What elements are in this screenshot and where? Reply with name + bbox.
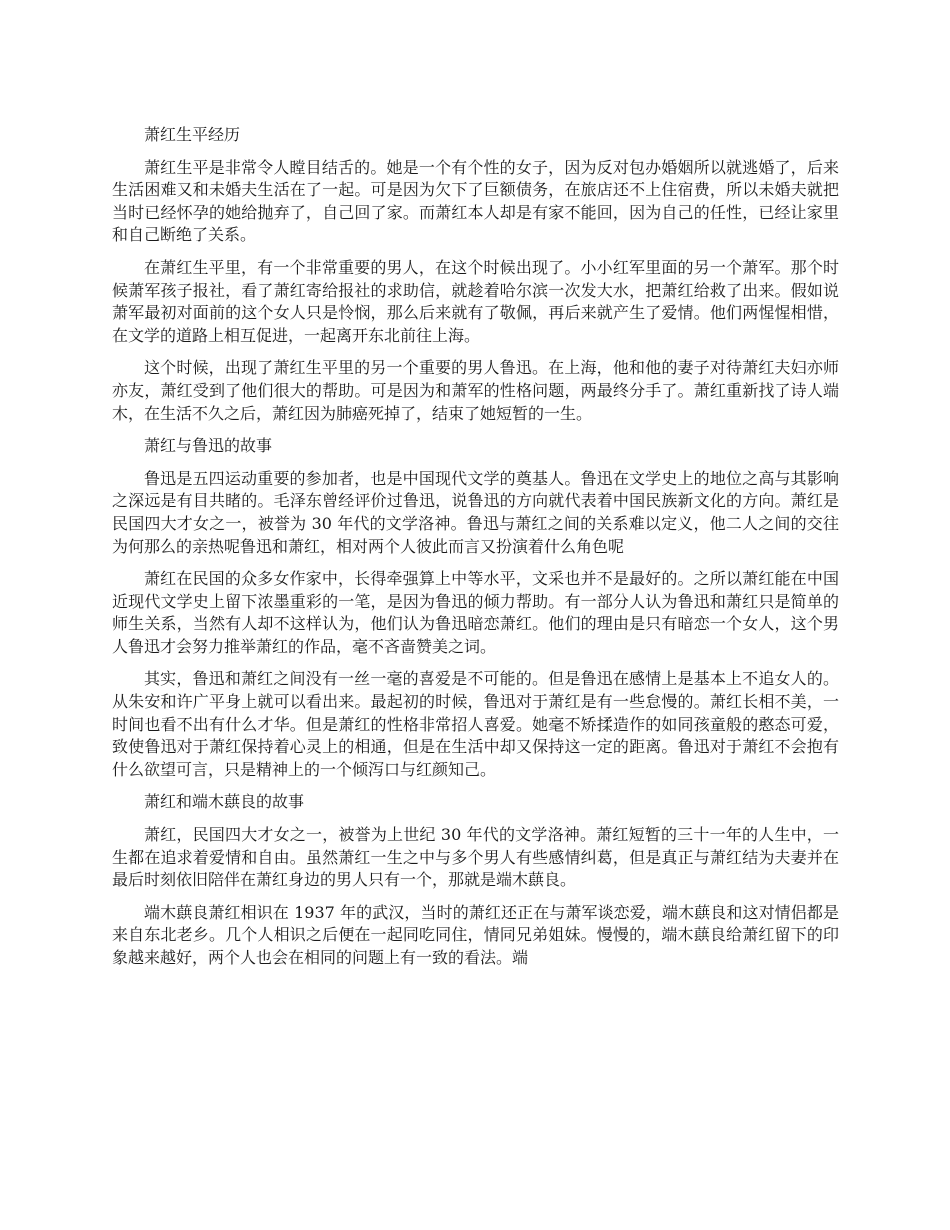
paragraph: 萧红生平是非常令人瞠目结舌的。她是一个有个性的女子，因为反对包办婚姻所以就逃婚了，后来生活困难又和未婚夫生活在了一起。可是因为欠下了巨额债务，在旅店还不上住宿费，所以未婚夫就把当时已经怀孕的她给抛弃了，自己回了家。而萧红本人却是有家不能回，因为自己的任性，已经让家里和自己断绝了关系。 [112, 157, 839, 245]
paragraph: 萧红，民国四大才女之一，被誉为上世纪 30 年代的文学洛神。萧红短暂的三十一年的人生中，一生都在追求着爱情和自由。虽然萧红一生之中与多个男人有些感情纠葛，但是真正与萧红结为夫妻并在最后时刻依旧陪伴在萧红身边的男人只有一个，那就是端木蕻良。 [112, 825, 839, 890]
paragraph: 其实，鲁迅和萧红之间没有一丝一毫的喜爱是不可能的。但是鲁迅在感情上是基本上不追女人的。从朱安和许广平身上就可以看出来。最起初的时候，鲁迅对于萧红是有一些怠慢的。萧红长相不美，一时间也看不出有什么才华。但是萧红的性格非常招人喜爱。她毫不矫揉造作的如同孩童般的憨态可爱，致使鲁迅对于萧红保持着心灵上的相通，但是在生活中却又保持这一定的距离。鲁迅对于萧红不会抱有什么欲望可言，只是精神上的一个倾泻口与红颜知己。 [112, 669, 839, 779]
paragraph: 在萧红生平里，有一个非常重要的男人，在这个时候出现了。小小红军里面的另一个萧军。那个时候萧军孩子报社，看了萧红寄给报社的求助信，就趁着哈尔滨一次发大水，把萧红给救了出来。假如说萧军最初对面前的这个女人只是怜悯，那么后来就有了敬佩，再后来就产生了爱情。他们两惺惺相惜，在文学的道路上相互促进，一起离开东北前往上海。 [112, 257, 839, 345]
paragraph: 这个时候，出现了萧红生平里的另一个重要的男人鲁迅。在上海，他和他的妻子对待萧红夫妇亦师亦友，萧红受到了他们很大的帮助。可是因为和萧军的性格问题，两最终分手了。萧红重新找了诗人端木，在生活不久之后，萧红因为肺癌死掉了，结束了她短暂的一生。 [112, 358, 839, 423]
paragraph: 鲁迅是五四运动重要的参加者，也是中国现代文学的奠基人。鲁迅在文学史上的地位之高与其影响之深远是有目共睹的。毛泽东曾经评价过鲁迅，说鲁迅的方向就代表着中国民族新文化的方向。萧红是民国四大才女之一，被誉为 30 年代的文学洛神。鲁迅与萧红之间的关系难以定义，他二人之间的交往为何那么的亲热呢鲁迅和萧红，相对两个人彼此而言又扮演着什么角色呢 [112, 468, 839, 556]
document-body [112, 124, 839, 980]
section-heading: 萧红生平经历 [144, 125, 241, 144]
section-heading: 萧红和端木蕻良的故事 [144, 792, 305, 812]
paragraph: 萧红在民国的众多女作家中，长得牵强算上中等水平，文采也并不是最好的。之所以萧红能在中国近现代文学史上留下浓墨重彩的一笔，是因为鲁迅的倾力帮助。有一部分人认为鲁迅和萧红只是简单的师生关系，当然有人却不这样认为，他们认为鲁迅暗恋萧红。他们的理由是只有暗恋一个女人，这个男人鲁迅才会努力推举萧红的作品，毫不吝啬赞美之词。 [112, 569, 839, 656]
section-heading: 萧红与鲁迅的故事 [144, 436, 273, 456]
paragraph: 端木蕻良萧红相识在 1937 年的武汉，当时的萧红还正在与萧军谈恋爱，端木蕻良和这对情侣都是来自东北老乡。几个人相识之后便在一起同吃同住，情同兄弟姐妹。慢慢的，端木蕻良给萧红留下的印象越来越好，两个人也会在相同的问题上有一致的看法。端 [112, 902, 839, 967]
